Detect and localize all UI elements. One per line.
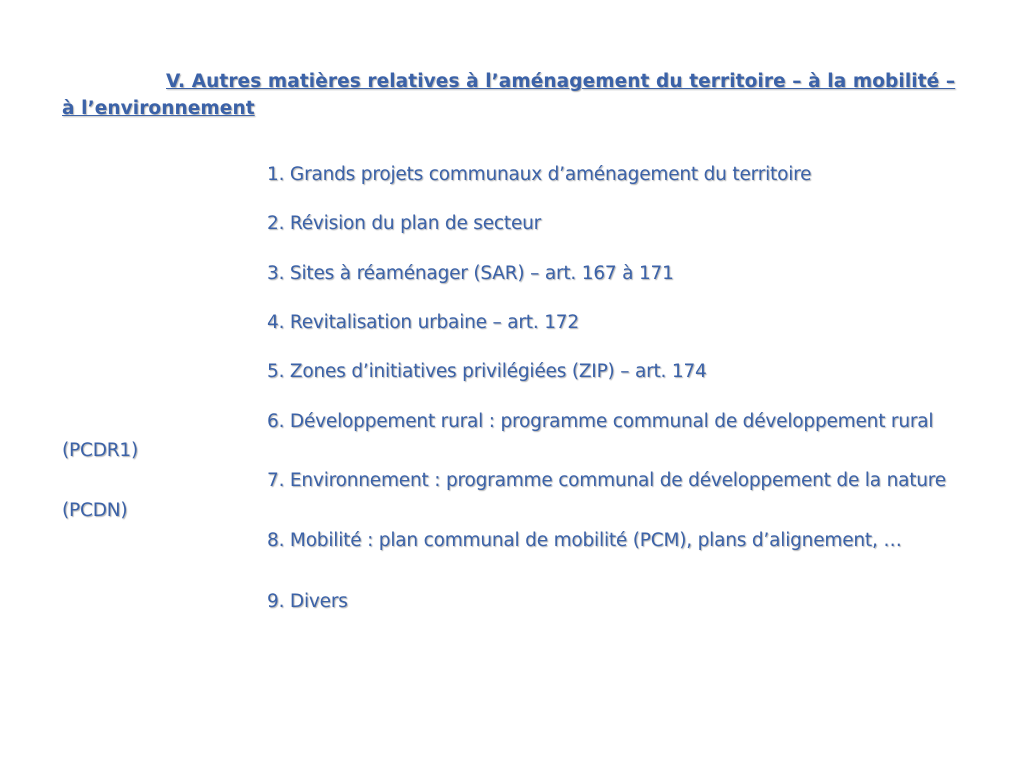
section-heading: V. Autres matières relatives à l’aménagement du territoire – à la mobilité – à l’environnement bbox=[62, 71, 956, 119]
list-item-7: 7. Environnement : programme communal de développement de la nature (PCDN) bbox=[62, 470, 946, 521]
list-item-9: 9. Divers bbox=[267, 591, 348, 612]
list-item-2: 2. Révision du plan de secteur bbox=[267, 213, 542, 234]
list-item-6: 6. Développement rural : programme communal de développement rural (PCDR1) bbox=[62, 411, 934, 461]
list-item-5: 5. Zones d’initiatives privilégiées (ZIP) – art. 174 bbox=[267, 361, 707, 382]
list-item-1: 1. Grands projets communaux d’aménagement du territoire bbox=[267, 164, 812, 185]
list-item-3: 3. Sites à réaménager (SAR) – art. 167 à 171 bbox=[267, 263, 674, 284]
list-item-8: 8. Mobilité : plan communal de mobilité (PCM), plans d’alignement, … bbox=[267, 530, 902, 551]
list-item-4: 4. Revitalisation urbaine – art. 172 bbox=[267, 312, 579, 333]
